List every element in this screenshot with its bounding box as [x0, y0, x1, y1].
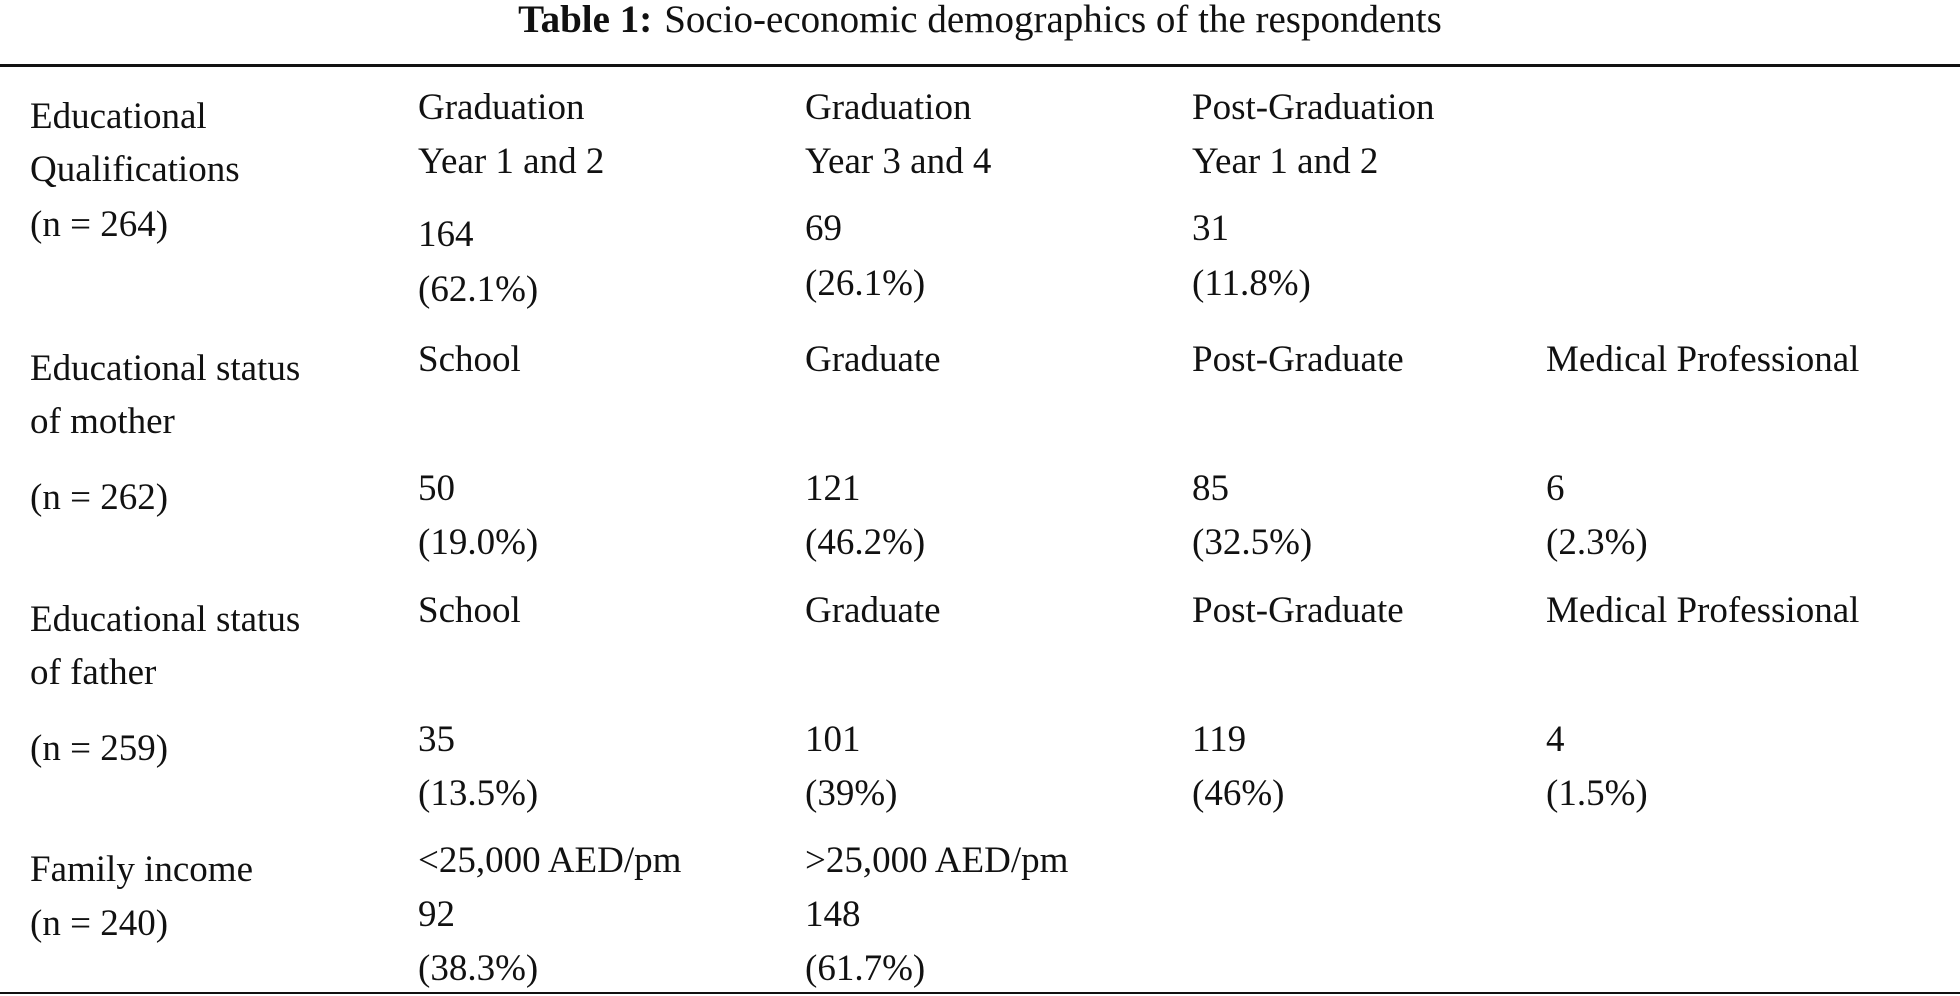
- cell-percent: (2.3%): [1546, 522, 1648, 563]
- row-label: Qualifications: [30, 149, 240, 190]
- table-caption: [0, 0, 1960, 48]
- cell-category: School: [418, 339, 521, 380]
- cell-percent: (46.2%): [805, 522, 926, 563]
- cell-count: 4: [1546, 719, 1565, 760]
- cell-category: Year 3 and 4: [805, 141, 992, 182]
- cell-category: School: [418, 590, 521, 631]
- cell-category: Post-Graduation: [1192, 87, 1435, 128]
- cell-count: 119: [1192, 719, 1247, 760]
- cell-percent: (1.5%): [1546, 773, 1648, 814]
- cell-category: Post-Graduate: [1192, 339, 1404, 380]
- cell-count: 101: [805, 719, 861, 760]
- cell-category: >25,000 AED/pm: [805, 840, 1069, 881]
- cell-category: Medical Professional: [1546, 590, 1860, 631]
- table-caption-title: Socio-economic demographics of the respondents: [664, 0, 1442, 41]
- cell-category: Graduate: [805, 339, 941, 380]
- row-sample-size: (n = 240): [30, 903, 169, 944]
- table-bottom-rule: [0, 992, 1960, 994]
- row-label: Educational status: [30, 599, 301, 640]
- row-sample-size: (n = 259): [30, 728, 169, 769]
- cell-count: 69: [805, 208, 842, 249]
- row-label: Educational: [30, 96, 207, 137]
- cell-percent: (32.5%): [1192, 522, 1313, 563]
- cell-percent: (46%): [1192, 773, 1285, 814]
- row-sample-size: (n = 264): [30, 204, 169, 245]
- cell-category: Graduate: [805, 590, 941, 631]
- cell-category: <25,000 AED/pm: [418, 840, 682, 881]
- cell-category: Year 1 and 2: [418, 141, 605, 182]
- cell-percent: (26.1%): [805, 263, 926, 304]
- cell-percent: (61.7%): [805, 948, 926, 989]
- row-sample-size: (n = 262): [30, 477, 169, 518]
- row-label: of mother: [30, 401, 175, 442]
- cell-count: 85: [1192, 468, 1229, 509]
- row-label: Family income: [30, 849, 253, 890]
- cell-count: 35: [418, 719, 455, 760]
- cell-category: Graduation: [418, 87, 585, 128]
- table-top-rule: [0, 64, 1960, 67]
- cell-percent: (11.8%): [1192, 263, 1311, 304]
- cell-count: 92: [418, 894, 455, 935]
- cell-category: Post-Graduate: [1192, 590, 1404, 631]
- cell-category: Year 1 and 2: [1192, 141, 1379, 182]
- cell-percent: (62.1%): [418, 269, 539, 310]
- cell-count: 148: [805, 894, 861, 935]
- cell-count: 121: [805, 468, 861, 509]
- cell-category: Graduation: [805, 87, 972, 128]
- table-caption-label: Table 1:: [518, 0, 653, 41]
- cell-percent: (19.0%): [418, 522, 539, 563]
- cell-category: Medical Professional: [1546, 339, 1860, 380]
- cell-count: 31: [1192, 208, 1229, 249]
- row-label: Educational status: [30, 348, 301, 389]
- cell-percent: (38.3%): [418, 948, 539, 989]
- cell-count: 164: [418, 214, 474, 255]
- row-label: of father: [30, 652, 157, 693]
- cell-count: 50: [418, 468, 455, 509]
- cell-percent: (39%): [805, 773, 898, 814]
- cell-count: 6: [1546, 468, 1565, 509]
- cell-percent: (13.5%): [418, 773, 539, 814]
